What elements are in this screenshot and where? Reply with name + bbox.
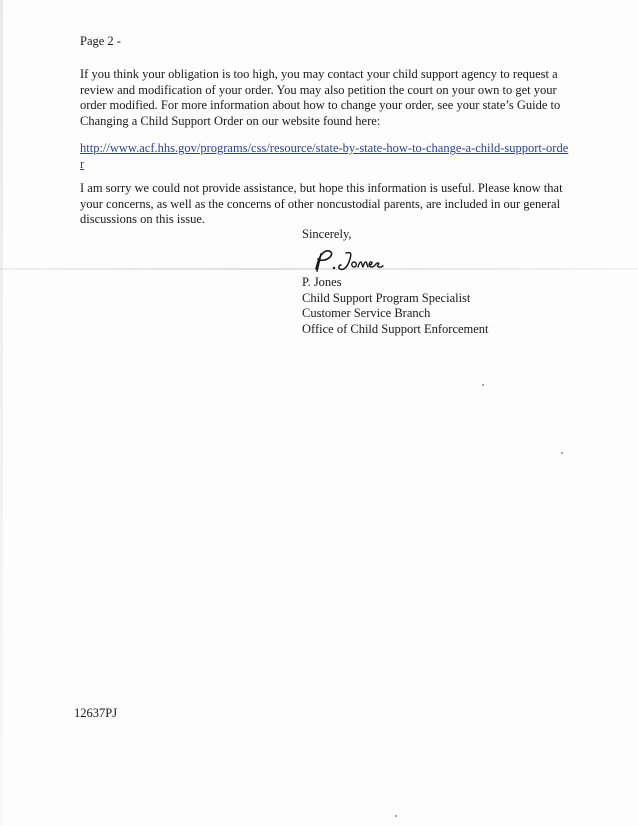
signature-block (302, 275, 489, 337)
reference-code: 12637PJ (74, 706, 118, 720)
closing: Sincerely, (302, 227, 352, 241)
signatory-title: Child Support Program Specialist (302, 290, 471, 305)
scan-speck (482, 384, 484, 386)
scan-speck (561, 452, 563, 454)
signatory-office: Office of Child Support Enforcement (302, 321, 489, 336)
link-block (80, 141, 570, 172)
signatory-name: P. Jones (302, 275, 342, 289)
guide-link[interactable]: http://www.acf.hhs.gov/programs/css/resource/state-by-state-how-to-change-a-child-support-order (80, 141, 569, 171)
scan-edge (0, 0, 3, 826)
page-label: Page 2 - (80, 34, 121, 48)
signatory-branch: Customer Service Branch (302, 306, 431, 320)
handwritten-signature (310, 247, 390, 275)
paragraph-apology: I am sorry we could not provide assistance, but hope this information is useful. Please know that your concerns, as well as the concerns of other noncustodial parents, are included in our general discussions on this issue. (80, 181, 563, 226)
scan-speck (395, 815, 397, 817)
paragraph-modification: If you think your obligation is too high, you may contact your child support agency to request a review and modification of your order. You may also petition the court on your own to get your order modified. For more information about how to change your order, see your state’s Guide to Changing a Child Support Order on our website found here: (80, 67, 561, 128)
